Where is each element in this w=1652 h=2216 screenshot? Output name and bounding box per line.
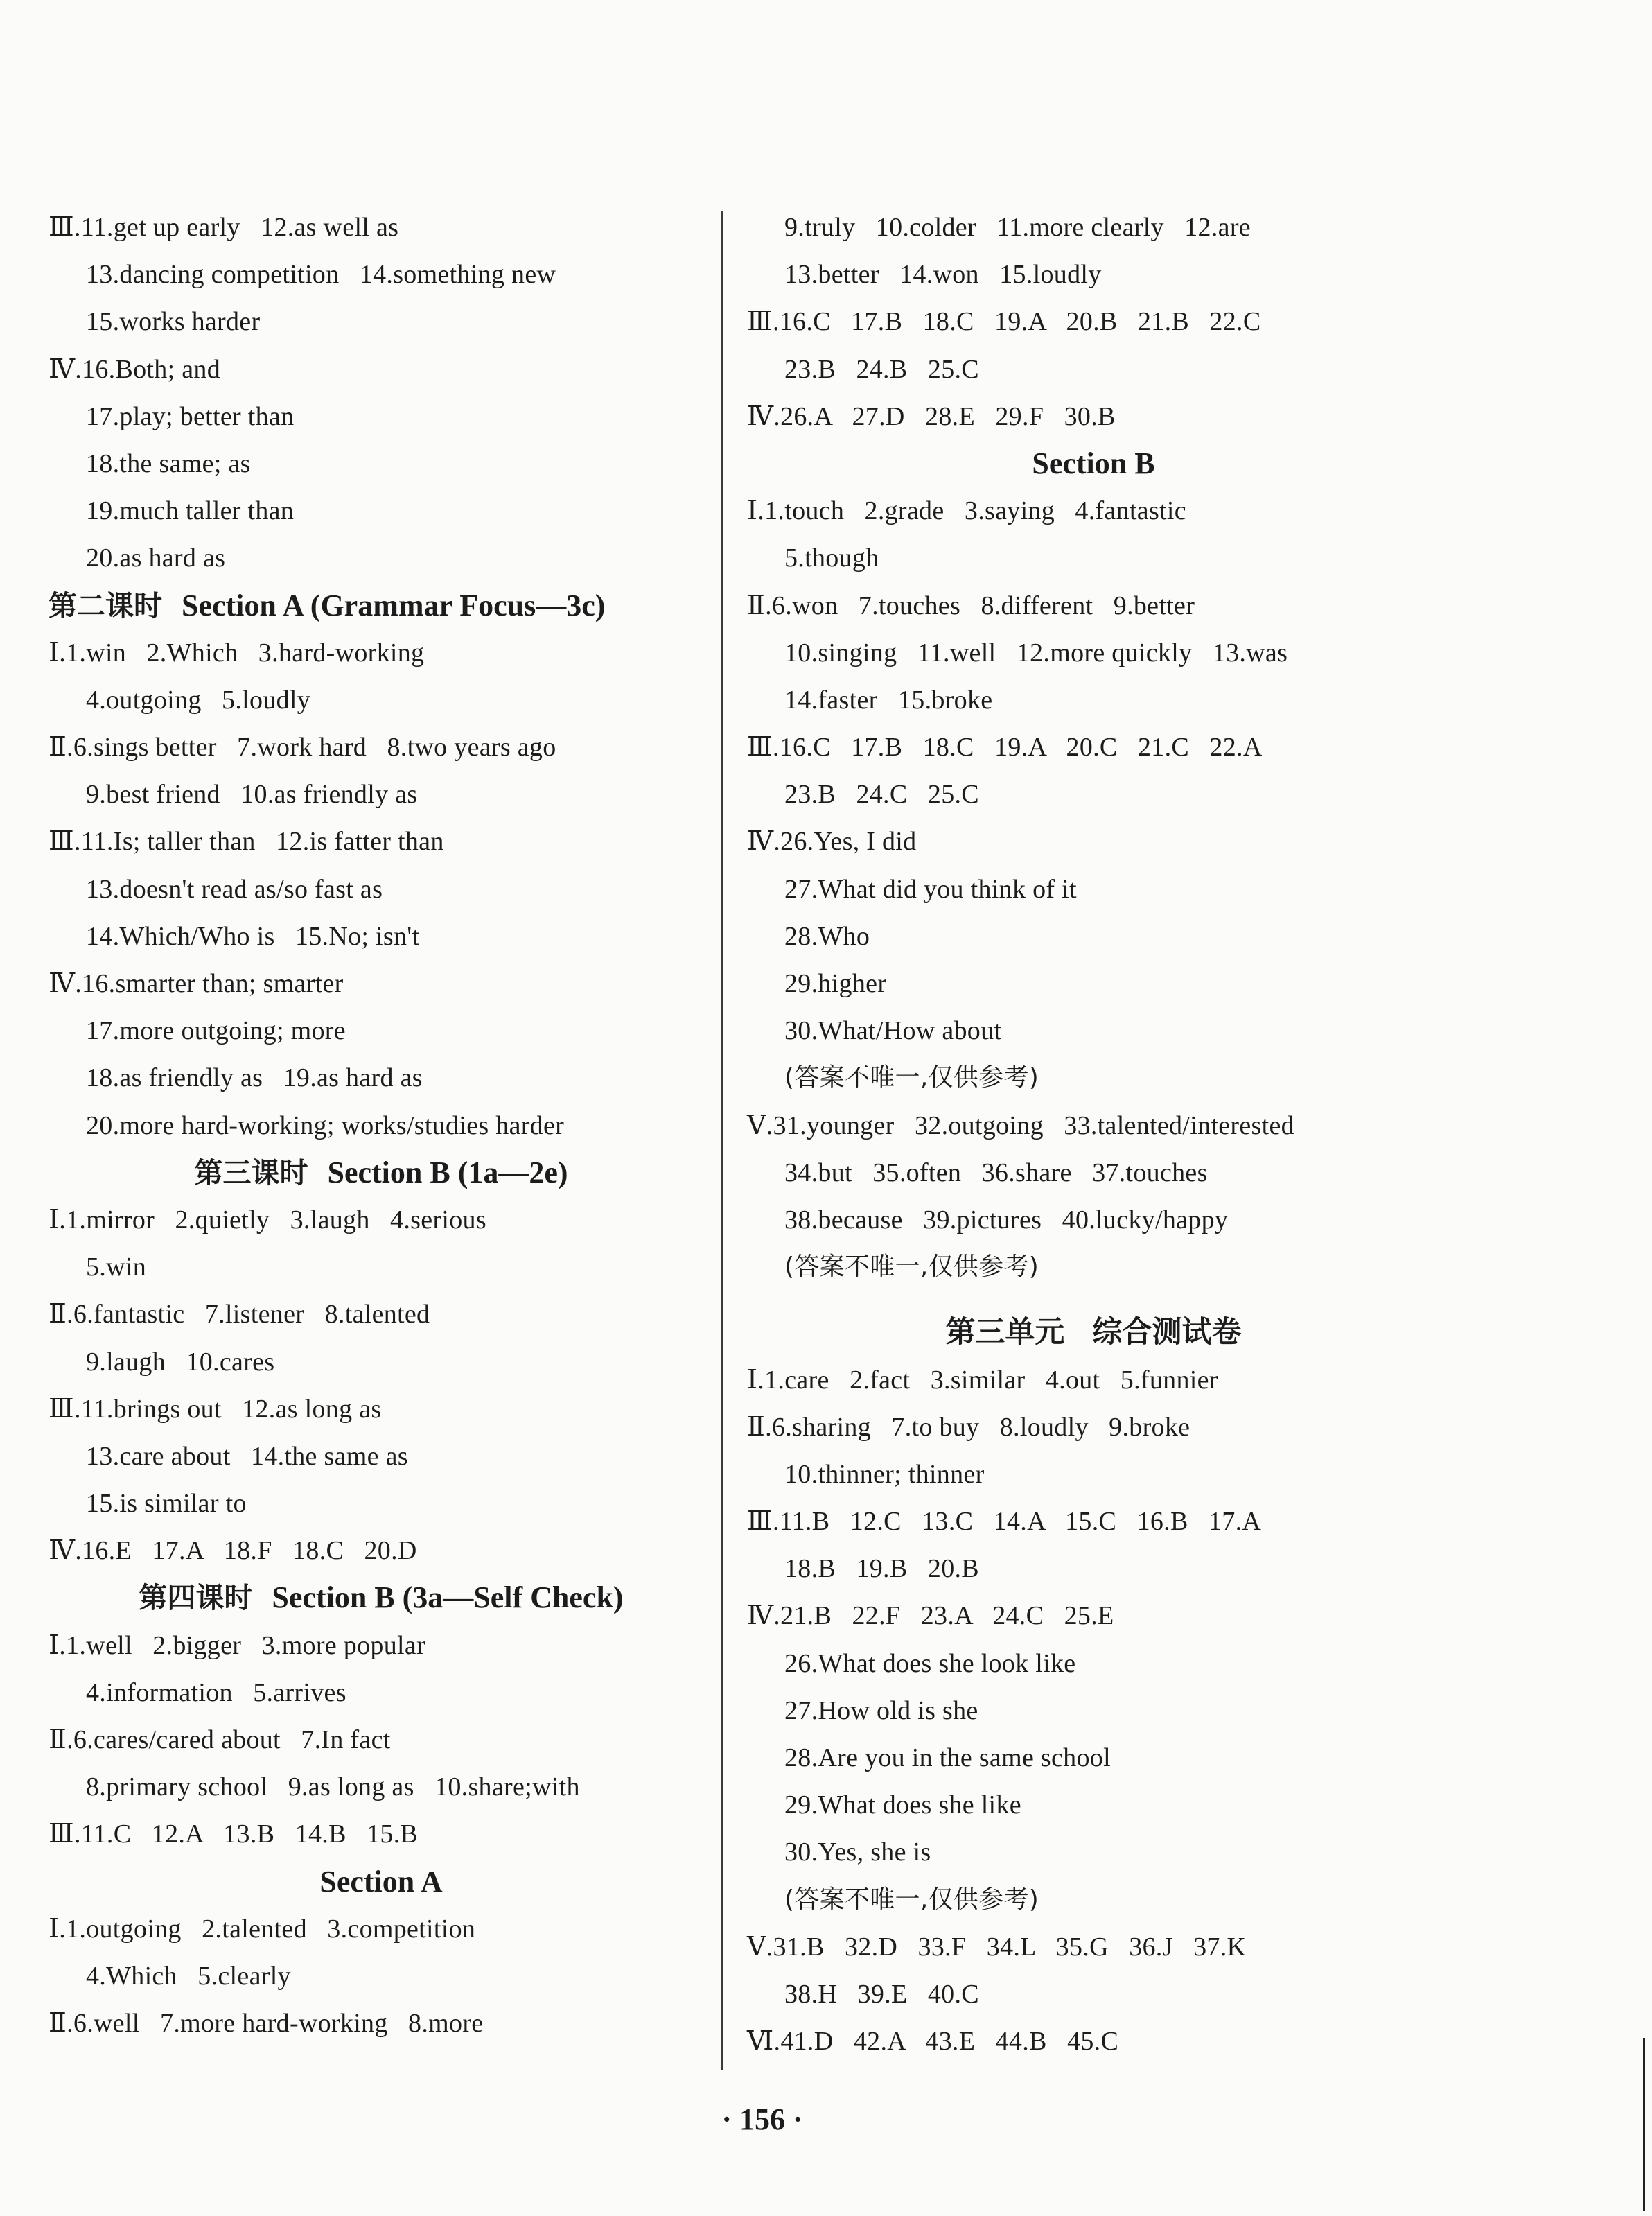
answer-line: 27.How old is she	[784, 1695, 978, 1725]
answer-line: 13.better 14.won 15.loudly	[784, 260, 1102, 290]
answer-line: Ⅲ.11.get up early 12.as well as	[49, 213, 399, 242]
test-label: 综合测试卷	[1092, 1315, 1242, 1350]
section-heading	[747, 440, 1440, 487]
left-column	[49, 204, 714, 2047]
answer-line: 15.is similar to	[86, 1489, 247, 1519]
answer-line: 29.What does she like	[784, 1790, 1021, 1820]
answer-line: Ⅳ.16.smarter than; smarter	[49, 969, 344, 998]
answer-line: 9.best friend 10.as friendly as	[86, 780, 418, 810]
section-heading	[49, 582, 714, 629]
section-label: Section B (3a—Self Check)	[272, 1580, 624, 1615]
answer-line: 5.though	[784, 543, 879, 573]
answer-line: 30.Yes, she is	[784, 1838, 931, 1867]
answer-line: 38.because 39.pictures 40.lucky/happy	[784, 1205, 1229, 1234]
answer-line: Ⅲ.11.Is; taller than 12.is fatter than	[49, 827, 444, 857]
section-label: Section B	[1032, 446, 1155, 480]
answer-line: 18.the same; as	[86, 448, 251, 478]
answer-line: Ⅰ.1.well 2.bigger 3.more popular	[49, 1630, 425, 1660]
answer-line: 9.truly 10.colder 11.more clearly 12.are	[784, 213, 1251, 242]
answer-line: 28.Are you in the same school	[784, 1743, 1111, 1772]
lesson-label: 第四课时	[139, 1581, 253, 1615]
answer-line: Ⅴ.31.B 32.D 33.F 34.L 35.G 36.J 37.K	[747, 1932, 1247, 1962]
reference-note: (答案不唯一,仅供参考)	[784, 1253, 1039, 1282]
answer-line: 17.more outgoing; more	[86, 1016, 346, 1046]
answer-line: Ⅰ.1.touch 2.grade 3.saying 4.fantastic	[747, 496, 1186, 526]
answer-line: 20.more hard-working; works/studies harder	[86, 1110, 565, 1140]
answer-line: 13.care about 14.the same as	[86, 1441, 408, 1471]
answer-line: Ⅲ.16.C 17.B 18.C 19.A 20.C 21.C 22.A	[747, 733, 1263, 762]
answer-line: Ⅱ.6.fantastic 7.listener 8.talented	[49, 1300, 430, 1329]
answer-line: 20.as hard as	[86, 543, 226, 573]
section-label: Section B (1a—2e)	[327, 1155, 568, 1189]
answer-line: 19.much taller than	[86, 496, 295, 526]
answer-line: 27.What did you think of it	[784, 874, 1077, 904]
answer-line: 13.doesn't read as/so fast as	[86, 874, 383, 904]
reference-note: (答案不唯一,仅供参考)	[784, 1063, 1039, 1092]
answer-line: Ⅰ.1.outgoing 2.talented 3.competition	[49, 1914, 476, 1944]
lesson-label: 第三课时	[194, 1155, 308, 1189]
answer-line: 4.information 5.arrives	[86, 1677, 346, 1707]
reference-note: (答案不唯一,仅供参考)	[784, 1885, 1039, 1914]
answer-line: 14.faster 15.broke	[784, 685, 993, 715]
answer-line: 15.works harder	[86, 307, 261, 337]
answer-line: 29.higher	[784, 969, 887, 998]
answer-line: 4.Which 5.clearly	[86, 1961, 291, 1991]
answer-line: 14.Which/Who is 15.No; isn't	[86, 921, 420, 951]
lesson-label: 第二课时	[49, 588, 162, 622]
answer-line: 23.B 24.B 25.C	[784, 354, 979, 384]
section-heading	[49, 1574, 714, 1621]
answer-line: Ⅲ.16.C 17.B 18.C 19.A 20.B 21.B 22.C	[747, 307, 1261, 337]
answer-line: Ⅱ.6.won 7.touches 8.different 9.better	[747, 591, 1195, 620]
answer-line: 17.play; better than	[86, 401, 295, 431]
answer-line: Ⅳ.26.A 27.D 28.E 29.F 30.B	[747, 401, 1116, 431]
section-heading	[49, 1858, 714, 1905]
spacer	[747, 1291, 1440, 1309]
answer-line: Ⅲ.11.brings out 12.as long as	[49, 1394, 382, 1424]
answer-line: Ⅳ.16.Both; and	[49, 354, 220, 384]
answer-line: Ⅲ.11.C 12.A 13.B 14.B 15.B	[49, 1820, 419, 1849]
answer-line: Ⅲ.11.B 12.C 13.C 14.A 15.C 16.B 17.A	[747, 1507, 1262, 1537]
answer-line: 30.What/How about	[784, 1016, 1002, 1046]
section-label: Section A (Grammar Focus—3c)	[182, 588, 606, 622]
answer-line: Ⅱ.6.sings better 7.work hard 8.two years ago	[49, 733, 556, 762]
section-heading	[49, 1149, 714, 1196]
answer-line: Ⅱ.6.well 7.more hard-working 8.more	[49, 2009, 484, 2039]
answer-line: Ⅳ.16.E 17.A 18.F 18.C 20.D	[49, 1536, 417, 1566]
answer-line: Ⅰ.1.care 2.fact 3.similar 4.out 5.funnier	[747, 1365, 1218, 1395]
answer-line: 18.B 19.B 20.B	[784, 1554, 979, 1584]
answer-line: 23.B 24.C 25.C	[784, 780, 979, 810]
answer-line: 34.but 35.often 36.share 37.touches	[784, 1158, 1208, 1187]
answer-line: Ⅱ.6.cares/cared about 7.In fact	[49, 1725, 391, 1754]
answer-line: 28.Who	[784, 921, 870, 951]
column-divider	[721, 211, 723, 2070]
answer-line: 8.primary school 9.as long as 10.share;with	[86, 1772, 580, 1802]
answer-line: Ⅰ.1.win 2.Which 3.hard-working	[49, 638, 425, 668]
answer-line: Ⅳ.26.Yes, I did	[747, 827, 917, 857]
answer-line: 10.singing 11.well 12.more quickly 13.was	[784, 638, 1288, 668]
answer-line: 13.dancing competition 14.something new	[86, 260, 556, 290]
unit-test-title	[747, 1309, 1440, 1356]
unit-label: 第三单元	[945, 1315, 1065, 1350]
page-number: · 156 ·	[721, 2102, 803, 2136]
answer-line: Ⅱ.6.sharing 7.to buy 8.loudly 9.broke	[747, 1412, 1190, 1442]
answer-line: 5.win	[86, 1253, 146, 1282]
page-edge-mark	[1643, 2038, 1645, 2211]
section-label: Section A	[319, 1864, 443, 1899]
answer-line: Ⅰ.1.mirror 2.quietly 3.laugh 4.serious	[49, 1205, 486, 1234]
answer-line: 10.thinner; thinner	[784, 1459, 985, 1489]
answer-line: 38.H 39.E 40.C	[784, 1979, 979, 2009]
answer-line: Ⅳ.21.B 22.F 23.A 24.C 25.E	[747, 1601, 1114, 1631]
answer-line: 18.as friendly as 19.as hard as	[86, 1063, 423, 1093]
answer-line: 26.What does she look like	[784, 1648, 1076, 1678]
answer-line: Ⅴ.31.younger 32.outgoing 33.talented/interested	[747, 1110, 1294, 1140]
answer-line: 4.outgoing 5.loudly	[86, 685, 311, 715]
answer-line: 9.laugh 10.cares	[86, 1347, 275, 1377]
answer-line: Ⅵ.41.D 42.A 43.E 44.B 45.C	[747, 2027, 1119, 2057]
right-column	[747, 204, 1440, 2065]
